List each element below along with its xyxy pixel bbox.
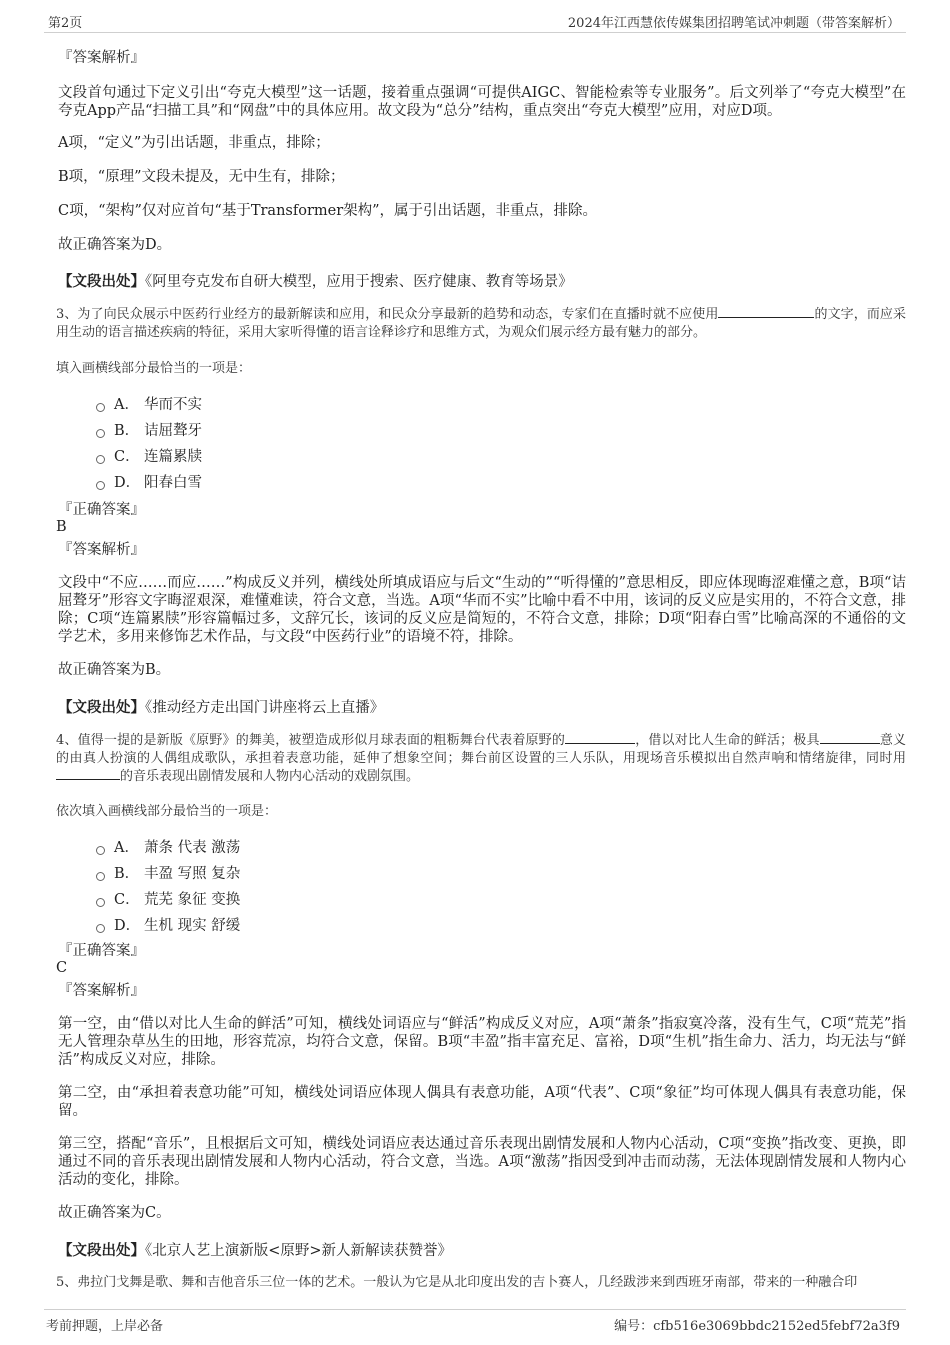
option-a[interactable]: A． 萧条 代表 激荡	[96, 835, 906, 861]
option-a[interactable]: A． 华而不实	[96, 392, 906, 418]
page-number: 第2页	[48, 16, 83, 31]
source-title: 《阿里夸克发布自研大模型，应用于搜索、医疗健康、教育等场景》	[145, 274, 573, 290]
analysis-paragraph-2: 第二空，由“承担着表意功能”可知，横线处词语应体现人偶具有表意功能，A项“代表”、C项“象征”均可体现人偶具有表意功能，保留。	[58, 1085, 906, 1119]
analysis-label: 『答案解析』	[58, 542, 145, 558]
document-body	[56, 44, 906, 1292]
source-label: 【文段出处】	[58, 1242, 145, 1259]
analysis-option-a: A项，“定义”为引出话题，非重点，排除；	[58, 135, 330, 151]
question-4-instruction: 依次填入画横线部分最恰当的一项是：	[56, 804, 278, 819]
answer-blank	[565, 732, 635, 744]
option-b[interactable]: B． 诘屈聱牙	[96, 418, 906, 444]
source-title: 《北京人艺上演新版<原野>新人新解读获赞誉》	[145, 1243, 453, 1259]
question-4-stem: 4、值得一提的是新版《原野》的舞美，被塑造成形似月球表面的粗粝舞台代表着原野的 ，借以对比人生命的鲜活；极具 意义的由真人扮演的人偶组成歌队，承担着表意功能，延伸了想象空间；舞台前区设置的三人乐队，用现场音乐模拟出自然声响和情绪旋律，同时用的音乐表现出剧情发展和人物内心活动的戏剧氛围。	[56, 733, 906, 784]
source-line	[56, 1239, 906, 1260]
radio-icon[interactable]	[96, 898, 105, 907]
option-b[interactable]: B． 丰盈 写照 复杂	[96, 861, 906, 887]
question-3-options	[56, 392, 906, 496]
document-code: 编号：cfb516e3069bbdc2152ed5febf72a3f9	[614, 1319, 900, 1334]
source-label: 【文段出处】	[58, 273, 145, 290]
option-c[interactable]: C． 荒芜 象征 变换	[96, 887, 906, 913]
footer-slogan: 考前押题，上岸必备	[46, 1319, 164, 1334]
correct-answer-label: 『正确答案』	[58, 502, 145, 518]
option-d[interactable]: D． 生机 现实 舒缓	[96, 913, 906, 939]
radio-icon[interactable]	[96, 455, 105, 464]
page-header	[44, 10, 906, 33]
analysis-paragraph: 文段首句通过下定义引出“夸克大模型”这一话题，接着重点强调“可提供AIGC、智能检索等专业服务”。后文列举了“夸克大模型”在夸克App产品“扫描工具”和“网盘”中的具体应用。故文段为“总分”结构，重点突出“夸克大模型”应用，对应D项。	[58, 85, 906, 119]
radio-icon[interactable]	[96, 481, 105, 490]
source-label: 【文段出处】	[58, 699, 145, 716]
option-c[interactable]: C． 连篇累牍	[96, 444, 906, 470]
question-5-stem: 5、弗拉门戈舞是歌、舞和吉他音乐三位一体的艺术。一般认为它是从北印度出发的吉卜赛人，几经跋涉来到西班牙南部，带来的一种融合印	[56, 1275, 858, 1290]
answer-blank	[56, 768, 120, 780]
option-d[interactable]: D． 阳春白雪	[96, 470, 906, 496]
conclusion: 故正确答案为B。	[58, 662, 171, 678]
correct-answer-label: 『正确答案』	[58, 943, 145, 959]
source-line	[56, 696, 906, 717]
correct-answer: C	[56, 960, 68, 976]
correct-answer: B	[56, 519, 67, 535]
conclusion: 故正确答案为C。	[58, 1205, 171, 1221]
analysis-paragraph-1: 第一空，由“借以对比人生命的鲜活”可知，横线处词语应与“鲜活”构成反义对应，A项“萧条”指寂寞冷落，没有生气，C项“荒芜”指无人管理杂草丛生的田地，形容荒凉，均符合文意，保留。B项“丰盈”指丰富充足、富裕，D项“生机”指生命力、活力，均无法与“鲜活”构成反义对应，排除。	[58, 1016, 906, 1068]
analysis-paragraph: 文段中“不应……而应……”构成反义并列，横线处所填成语应与后文“生动的”“听得懂的”意思相反，即应体现晦涩难懂之意，B项“诘屈聱牙”形容文字晦涩艰深，难懂难读，符合文意，当选。A项“华而不实”比喻中看不中用，该词的反义应是实用的，不符合文意，排除；C项“连篇累牍”形容篇幅过多，文辞冗长，该词的反义应是简短的，不符合文意，排除；D项“阳春白雪”比喻高深的不通俗的文学艺术，多用来修饰艺术作品，与文段“中医药行业”的语境不符，排除。	[58, 575, 906, 645]
document-title: 2024年江西慧依传媒集团招聘笔试冲刺题（带答案解析）	[567, 16, 900, 31]
question-3-instruction: 填入画横线部分最恰当的一项是：	[56, 361, 252, 376]
analysis-option-b: B项，“原理”文段未提及，无中生有，排除；	[58, 169, 345, 185]
question-3-stem: 3、为了向民众展示中医药行业经方的最新解读和应用，和民众分享最新的趋势和动态，专家们在直播时就不应使用 的文字，而应采用生动的语言描述疾病的特征，采用大家听得懂的语言诠释诊疗和思维方式，为观众们展示经方最有魅力的部分。	[56, 307, 906, 340]
answer-blank	[718, 306, 814, 318]
source-title: 《推动经方走出国门讲座将云上直播》	[145, 700, 385, 716]
radio-icon[interactable]	[96, 429, 105, 438]
radio-icon[interactable]	[96, 872, 105, 881]
source-line	[56, 270, 906, 291]
analysis-label: 『答案解析』	[58, 50, 145, 66]
radio-icon[interactable]	[96, 846, 105, 855]
page-footer	[44, 1309, 906, 1334]
analysis-label: 『答案解析』	[58, 983, 145, 999]
analysis-paragraph-3: 第三空，搭配“音乐”，且根据后文可知，横线处词语应表达通过音乐表现出剧情发展和人物内心活动，C项“变换”指改变、更换，即通过不同的音乐表现出剧情发展和人物内心活动，符合文意，当选。A项“激荡”指因受到冲击而动荡，无法体现剧情发展和人物内心活动的变化，排除。	[58, 1136, 906, 1188]
analysis-option-c: C项，“架构”仅对应首句“基于Transformer架构”，属于引出话题，非重点，排除。	[58, 203, 598, 219]
question-4-options	[56, 835, 906, 939]
radio-icon[interactable]	[96, 924, 105, 933]
conclusion: 故正确答案为D。	[58, 237, 172, 253]
answer-blank	[820, 732, 880, 744]
radio-icon[interactable]	[96, 403, 105, 412]
